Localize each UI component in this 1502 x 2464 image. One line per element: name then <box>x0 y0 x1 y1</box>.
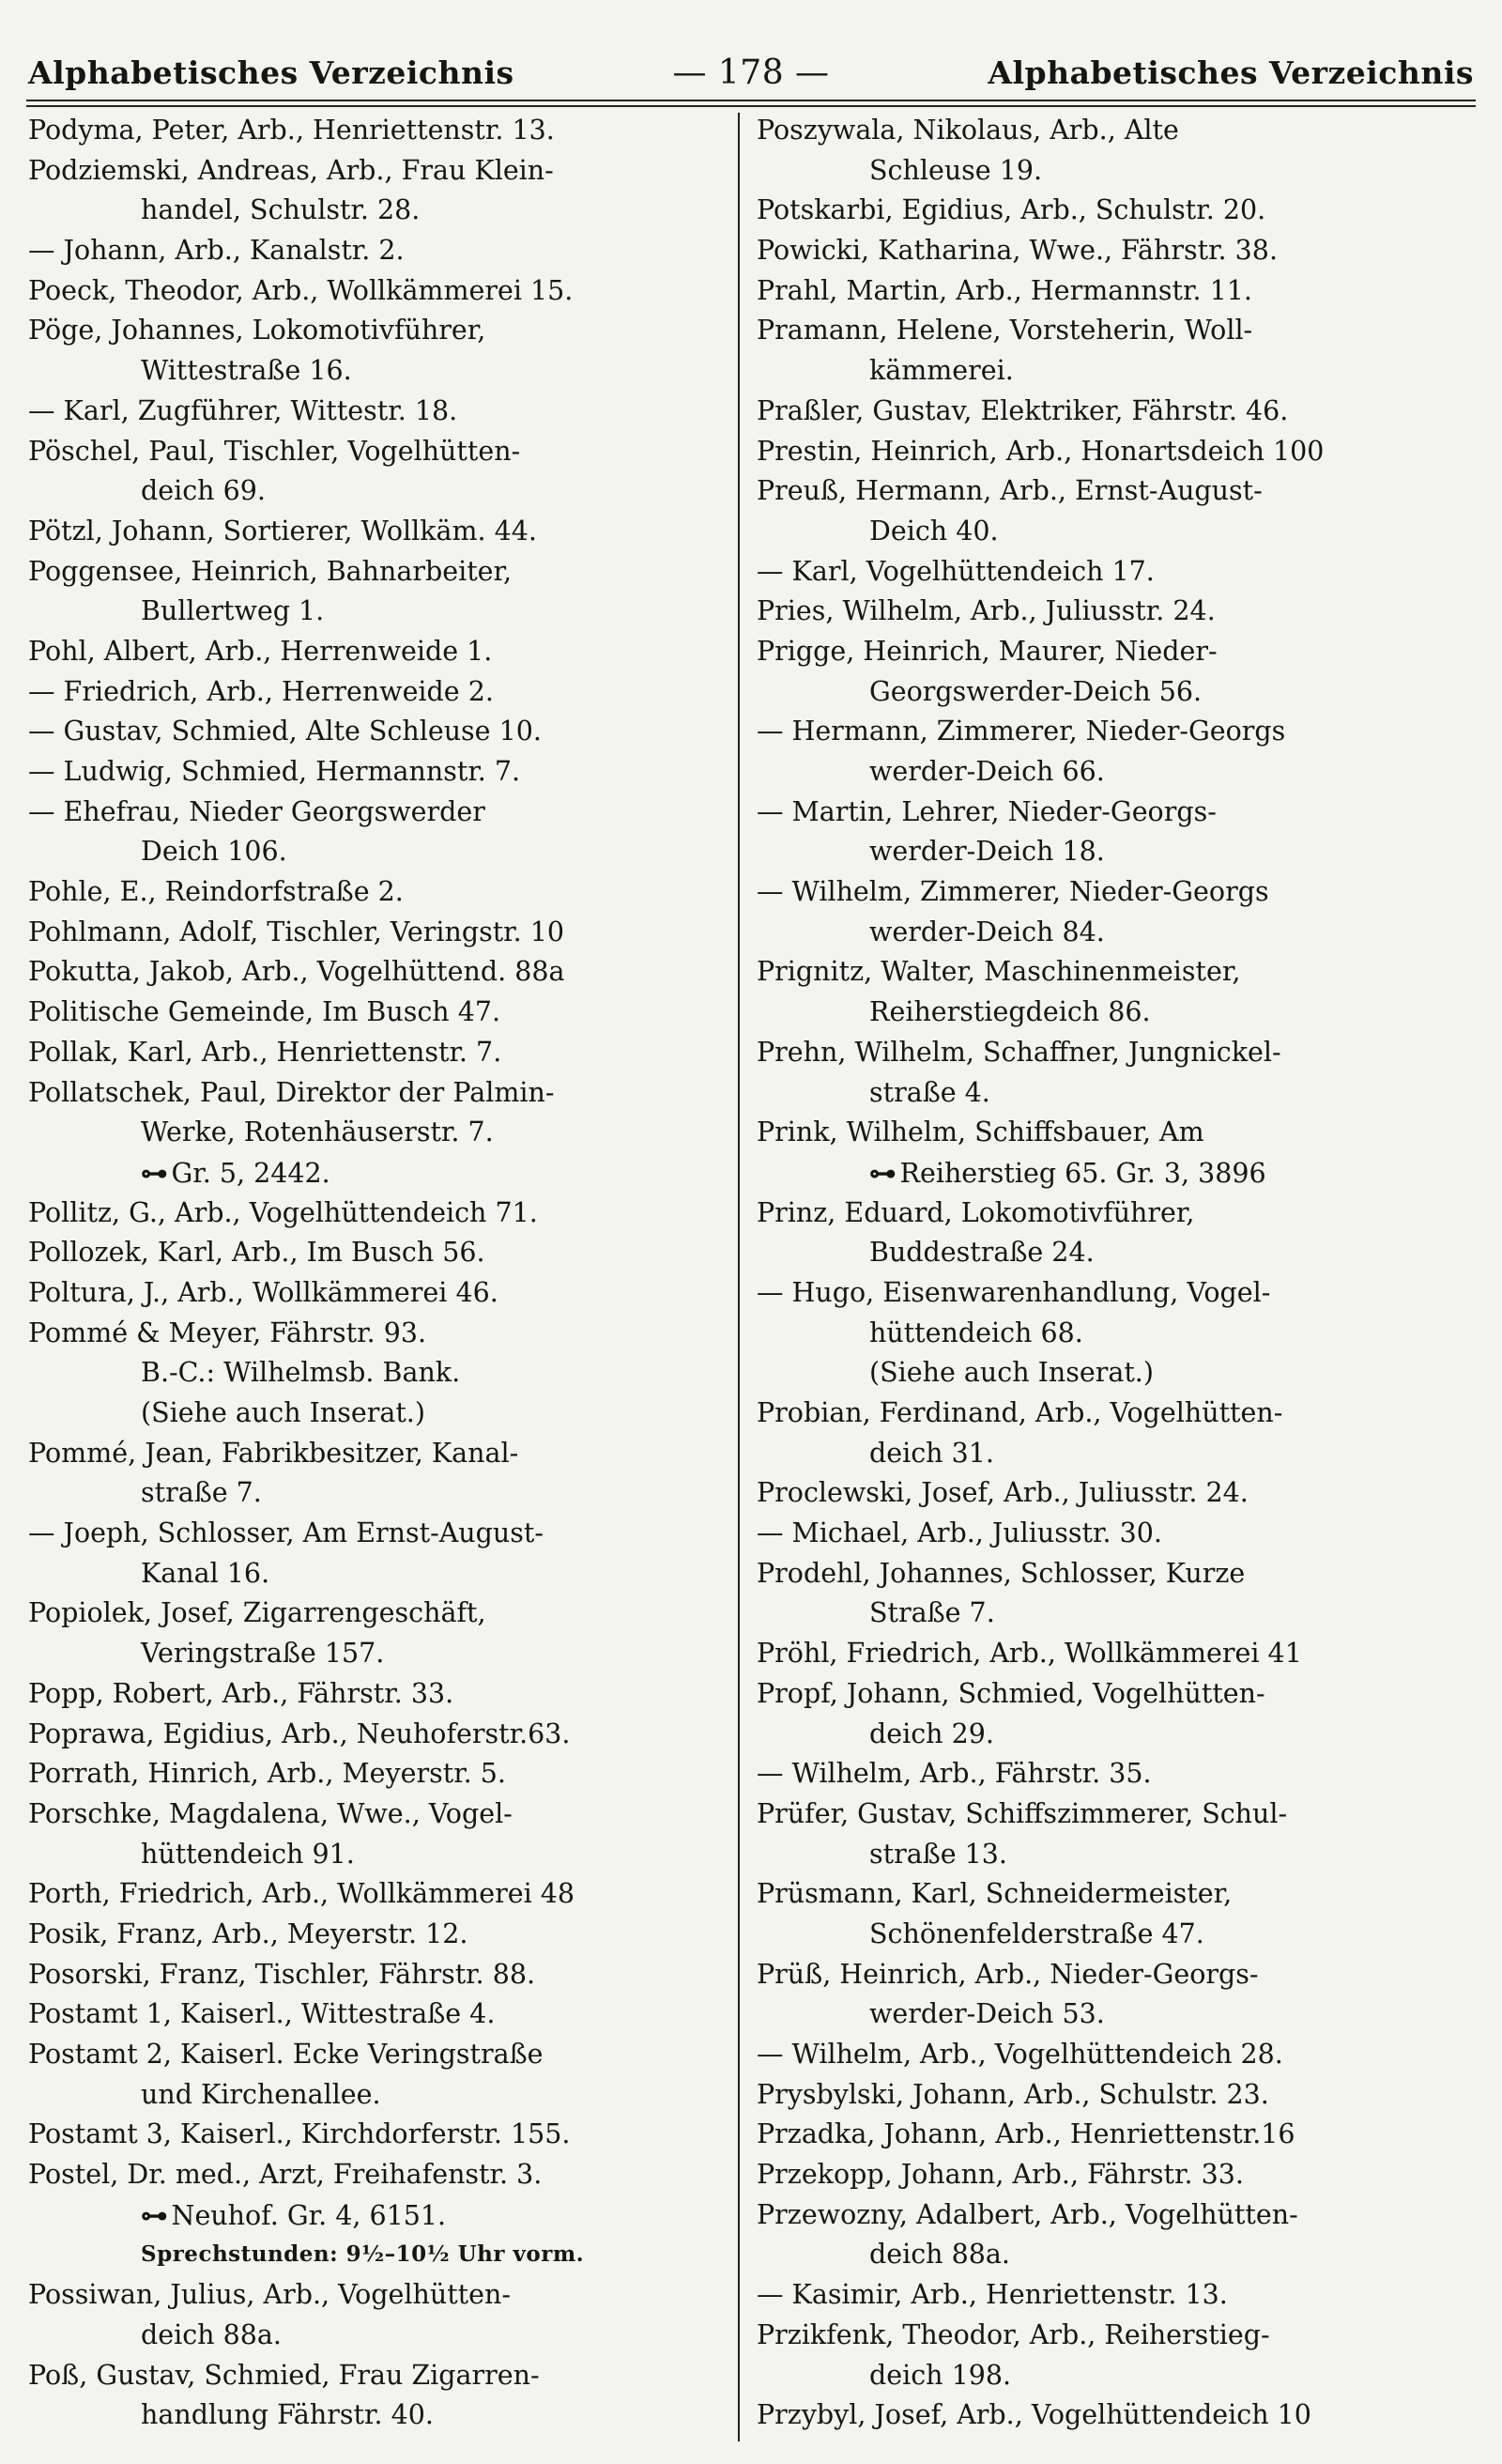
directory-entry-line <box>28 392 723 432</box>
directory-entry-line <box>28 672 723 713</box>
entry-text: deich 88a. <box>869 2239 1010 2271</box>
left-column <box>28 111 723 2436</box>
entry-text: (Siehe auch Inserat.) <box>869 1357 1154 1389</box>
directory-entry-line <box>757 1194 1479 1234</box>
header-rule-top <box>26 100 1476 101</box>
entry-text: — Karl, Zugführer, Wittestr. 18. <box>28 394 458 426</box>
directory-entry-line <box>757 1314 1479 1354</box>
entry-text: Pommé, Jean, Fabrikbesitzer, Kanal- <box>28 1437 519 1469</box>
entry-text: Porth, Friedrich, Arb., Wollkämmerei 48 <box>28 1878 575 1910</box>
directory-entry-line <box>28 351 723 392</box>
directory-entry-line <box>28 1194 723 1234</box>
entry-text: Buddestraße 24. <box>869 1237 1095 1269</box>
directory-entry-line <box>757 512 1479 552</box>
entry-text: Georgswerder-Deich 56. <box>869 675 1203 707</box>
directory-entry-line <box>28 993 723 1033</box>
entry-text: Gr. 5, 2442. <box>171 1157 330 1189</box>
entry-text: Prinz, Eduard, Lokomotivführer, <box>757 1196 1195 1228</box>
telephone-hand-icon: ⊶ <box>141 1156 168 1189</box>
directory-entry-line <box>28 2235 723 2275</box>
entry-text: — Martin, Lehrer, Nieder-Georgs- <box>757 795 1217 827</box>
directory-entry-line <box>757 1794 1479 1835</box>
directory-entry-line <box>757 351 1479 392</box>
entry-text: Potskarbi, Egidius, Arb., Schulstr. 20. <box>757 194 1266 226</box>
directory-entry-line <box>28 1955 723 1995</box>
directory-entry-line <box>28 271 723 312</box>
entry-text: Proclewski, Josef, Arb., Juliusstr. 24. <box>757 1477 1249 1509</box>
entry-text: Poggensee, Heinrich, Bahnarbeiter, <box>28 555 513 587</box>
directory-entry-line <box>757 2356 1479 2396</box>
directory-entry-line <box>28 1434 723 1474</box>
entry-text: Powicki, Katharina, Wwe., Fährstr. 38. <box>757 235 1278 267</box>
directory-entry-line <box>757 1113 1479 1153</box>
entry-text: Postamt 2, Kaiserl. Ecke Veringstraße <box>28 2039 544 2070</box>
entry-text: Posorski, Franz, Tischler, Fährstr. 88. <box>28 1958 536 1990</box>
entry-text: Sprechstunden: 9½–10½ Uhr vorm. <box>141 2241 585 2268</box>
directory-entry-line <box>28 1353 723 1394</box>
entry-text: — Gustav, Schmied, Alte Schleuse 10. <box>28 716 542 747</box>
entry-text: deich 29. <box>869 1717 994 1749</box>
entry-text: Popp, Robert, Arb., Fährstr. 33. <box>28 1677 454 1709</box>
entry-text: Porrath, Hinrich, Arb., Meyerstr. 5. <box>28 1758 506 1790</box>
directory-entry-line <box>28 1113 723 1153</box>
directory-entry-line <box>757 2316 1479 2356</box>
directory-entry-line <box>757 1514 1479 1554</box>
entry-text: Neuhof. Gr. 4, 6151. <box>171 2199 447 2231</box>
directory-entry-line <box>28 1674 723 1715</box>
directory-entry-line <box>757 151 1479 192</box>
entry-text: Poszywala, Nikolaus, Arb., Alte <box>757 115 1179 146</box>
directory-entry-line <box>757 592 1479 632</box>
entry-text: hüttendeich 91. <box>141 1838 355 1870</box>
directory-entry-line <box>28 2035 723 2075</box>
directory-entry-line <box>757 1073 1479 1114</box>
directory-entry-line <box>757 1715 1479 1755</box>
directory-entry-line <box>28 793 723 833</box>
entry-text: werder-Deich 84. <box>869 916 1105 947</box>
entry-text: Pokutta, Jakob, Arb., Vogelhüttend. 88a <box>28 956 565 988</box>
directory-entry-line <box>757 952 1479 993</box>
entry-text: handlung Fährstr. 40. <box>141 2399 434 2431</box>
directory-entry-line <box>28 231 723 271</box>
directory-entry-line <box>757 111 1479 151</box>
entry-text: Pöge, Johannes, Lokomotivführer, <box>28 315 486 346</box>
entry-text: deich 69. <box>141 475 266 507</box>
entry-text: Pries, Wilhelm, Arb., Juliusstr. 24. <box>757 595 1216 627</box>
entry-text: deich 31. <box>869 1437 994 1469</box>
entry-text: Propf, Johann, Schmied, Vogelhütten- <box>757 1677 1265 1709</box>
entry-text: Popiolek, Josef, Zigarrengeschäft, <box>28 1597 486 1629</box>
entry-text: Pramann, Helene, Vorsteherin, Woll- <box>757 315 1253 346</box>
entry-text: Politische Gemeinde, Im Busch 47. <box>28 996 501 1028</box>
directory-entry-line <box>757 1233 1479 1273</box>
entry-text: Probian, Ferdinand, Arb., Vogelhütten- <box>757 1397 1283 1428</box>
directory-entry-line <box>28 1394 723 1434</box>
directory-entry-line <box>757 632 1479 672</box>
entry-text: Deich 40. <box>869 515 999 547</box>
header-left-title: Alphabetisches Verzeichnis <box>28 54 514 91</box>
directory-entry-line <box>757 2075 1479 2116</box>
entry-text: Pollak, Karl, Arb., Henriettenstr. 7. <box>28 1036 502 1068</box>
directory-entry-line <box>28 1754 723 1794</box>
entry-text: werder-Deich 66. <box>869 756 1105 787</box>
entry-text: Pohl, Albert, Arb., Herrenweide 1. <box>28 635 493 667</box>
directory-entry-line <box>757 1874 1479 1915</box>
directory-entry-line <box>28 1473 723 1514</box>
entry-text: Reiherstiegdeich 86. <box>869 996 1151 1028</box>
entry-text: Prignitz, Walter, Maschinenmeister, <box>757 956 1241 988</box>
entry-text: Przikfenk, Theodor, Arb., Reiherstieg- <box>757 2318 1270 2350</box>
directory-entry-line <box>757 1273 1479 1314</box>
directory-entry-line <box>757 1554 1479 1594</box>
entry-text: Pollozek, Karl, Arb., Im Busch 56. <box>28 1237 485 1269</box>
entry-text: Pollatschek, Paul, Direktor der Palmin- <box>28 1076 555 1108</box>
directory-entry-line <box>28 1514 723 1554</box>
entry-text: — Hugo, Eisenwarenhandlung, Vogel- <box>757 1276 1271 1308</box>
directory-entry-line <box>28 471 723 512</box>
directory-entry-line <box>757 311 1479 351</box>
directory-entry-line <box>757 432 1479 472</box>
directory-entry-line <box>757 1594 1479 1634</box>
entry-text: Prestin, Heinrich, Arb., Honartsdeich 100 <box>757 435 1325 467</box>
entry-text: Postamt 3, Kaiserl., Kirchdorferstr. 155. <box>28 2118 571 2150</box>
directory-entry-line <box>28 592 723 632</box>
entry-text: straße 4. <box>869 1076 990 1108</box>
directory-entry-line <box>757 712 1479 752</box>
directory-entry-line <box>757 913 1479 953</box>
entry-text: Possiwan, Julius, Arb., Vogelhütten- <box>28 2279 511 2311</box>
directory-entry-line <box>28 1233 723 1273</box>
header-right-title: Alphabetisches Verzeichnis <box>988 54 1474 91</box>
directory-entry-line <box>757 1955 1479 1995</box>
entry-text: Podziemski, Andreas, Arb., Frau Klein- <box>28 154 554 186</box>
directory-entry-line <box>757 231 1479 271</box>
directory-entry-line <box>28 512 723 552</box>
entry-text: Pröhl, Friedrich, Arb., Wollkämmerei 41 <box>757 1638 1302 1670</box>
directory-entry-line <box>757 191 1479 231</box>
entry-text: Przekopp, Johann, Arb., Fährstr. 33. <box>757 2159 1244 2191</box>
directory-entry-line <box>757 1674 1479 1715</box>
entry-text: Prahl, Martin, Arb., Hermannstr. 11. <box>757 274 1252 306</box>
directory-entry-line <box>757 2115 1479 2155</box>
entry-text: Prodehl, Johannes, Schlosser, Kurze <box>757 1557 1246 1589</box>
entry-text: Werke, Rotenhäuserstr. 7. <box>141 1116 494 1148</box>
entry-text: Pohle, E., Reindorfstraße 2. <box>28 876 404 908</box>
entry-text: Bullertweg 1. <box>141 595 325 627</box>
entry-text: — Karl, Vogelhüttendeich 17. <box>757 555 1155 587</box>
entry-text: und Kirchenallee. <box>141 2078 381 2110</box>
column-divider <box>738 113 740 2441</box>
entry-text: Pollitz, G., Arb., Vogelhüttendeich 71. <box>28 1196 538 1228</box>
directory-entry-line <box>28 191 723 231</box>
directory-entry-line <box>757 2035 1479 2075</box>
directory-entry-line <box>757 2395 1479 2436</box>
entry-text: Praßler, Gustav, Elektriker, Fährstr. 46. <box>757 394 1289 426</box>
page-header <box>28 49 1474 96</box>
entry-text: B.-C.: Wilhelmsb. Bank. <box>141 1357 461 1389</box>
entry-text: Porschke, Magdalena, Wwe., Vogel- <box>28 1797 513 1829</box>
directory-entry-line <box>28 2155 723 2195</box>
directory-entry-line <box>28 632 723 672</box>
telephone-hand-icon: ⊶ <box>141 2198 168 2231</box>
entry-text: Pöschel, Paul, Tischler, Vogelhütten- <box>28 435 521 467</box>
directory-entry-line <box>28 2275 723 2316</box>
directory-entry-line <box>757 471 1479 512</box>
directory-entry-line <box>757 993 1479 1033</box>
entry-text: — Ehefrau, Nieder Georgswerder <box>28 795 485 827</box>
directory-entry-line <box>28 1715 723 1755</box>
entry-text: (Siehe auch Inserat.) <box>141 1397 425 1428</box>
entry-text: Veringstraße 157. <box>141 1638 385 1670</box>
entry-text: Deich 106. <box>141 836 287 868</box>
entry-text: — Joeph, Schlosser, Am Ernst-August- <box>28 1517 544 1549</box>
entry-text: Pohlmann, Adolf, Tischler, Veringstr. 10 <box>28 916 565 947</box>
entry-text: Poeck, Theodor, Arb., Wollkämmerei 15. <box>28 274 574 306</box>
entry-text: Schleuse 19. <box>869 154 1043 186</box>
directory-entry-line <box>28 2075 723 2116</box>
directory-entry-line <box>757 872 1479 913</box>
entry-text: Kanal 16. <box>141 1557 270 1589</box>
entry-text: Straße 7. <box>869 1597 995 1629</box>
entry-text: kämmerei. <box>869 355 1014 387</box>
directory-entry-line <box>28 832 723 872</box>
entry-text: Poprawa, Egidius, Arb., Neuhoferstr.63. <box>28 1717 571 1749</box>
entry-text: Poltura, J., Arb., Wollkämmerei 46. <box>28 1276 498 1308</box>
entry-text: Pötzl, Johann, Sortierer, Wollkäm. 44. <box>28 515 537 547</box>
directory-entry-line <box>28 952 723 993</box>
entry-text: — Wilhelm, Arb., Vogelhüttendeich 28. <box>757 2039 1283 2070</box>
entry-text: — Wilhelm, Zimmerer, Nieder-Georgs <box>757 876 1269 908</box>
telephone-hand-icon: ⊶ <box>869 1156 897 1189</box>
directory-entry-line <box>28 1794 723 1835</box>
directory-entry-line <box>757 552 1479 593</box>
directory-entry-line <box>28 913 723 953</box>
directory-entry-line <box>757 1394 1479 1434</box>
entry-text: straße 13. <box>869 1838 1007 1870</box>
directory-entry-line <box>28 1994 723 2035</box>
entry-text: Postamt 1, Kaiserl., Wittestraße 4. <box>28 1998 496 2030</box>
directory-entry-line <box>28 1554 723 1594</box>
entry-text: Prigge, Heinrich, Maurer, Nieder- <box>757 635 1218 667</box>
directory-entry-line <box>28 2316 723 2356</box>
directory-entry-line <box>28 1594 723 1634</box>
entry-text: deich 88a. <box>141 2318 282 2350</box>
directory-entry-line <box>757 2195 1479 2236</box>
entry-text: Reiherstieg 65. Gr. 3, 3896 <box>899 1157 1266 1189</box>
directory-entry-line <box>28 111 723 151</box>
directory-entry-line <box>28 1835 723 1875</box>
directory-entry-line <box>757 271 1479 312</box>
entry-text: Prink, Wilhelm, Schiffsbauer, Am <box>757 1116 1204 1148</box>
page-number: — 178 — <box>672 53 830 92</box>
directory-entry-line <box>757 1915 1479 1955</box>
entry-text: — Friedrich, Arb., Herrenweide 2. <box>28 675 494 707</box>
entry-text: handel, Schulstr. 28. <box>141 194 421 226</box>
entry-text: Posik, Franz, Arb., Meyerstr. 12. <box>28 1917 468 1949</box>
directory-entry-line <box>28 1073 723 1114</box>
directory-entry-line <box>757 672 1479 713</box>
entry-text: Prüfer, Gustav, Schiffszimmerer, Schul- <box>757 1797 1288 1829</box>
entry-text: Przewozny, Adalbert, Arb., Vogelhütten- <box>757 2198 1298 2230</box>
directory-entry-line <box>28 432 723 472</box>
entry-text: Preuß, Hermann, Arb., Ernst-August- <box>757 475 1263 507</box>
directory-entry-line <box>28 1153 723 1194</box>
directory-entry-line <box>757 2235 1479 2275</box>
directory-entry-line <box>757 1994 1479 2035</box>
entry-text: Schönenfelderstraße 47. <box>869 1917 1204 1949</box>
entry-text: werder-Deich 18. <box>869 836 1105 868</box>
entry-text: Poß, Gustav, Schmied, Frau Zigarren- <box>28 2359 540 2391</box>
directory-entry-line <box>757 1353 1479 1394</box>
directory-entry-line <box>757 1153 1479 1194</box>
entry-text: — Johann, Arb., Kanalstr. 2. <box>28 235 405 267</box>
entry-text: deich 198. <box>869 2359 1012 2391</box>
directory-entry-line <box>28 552 723 593</box>
directory-entry-line <box>28 2115 723 2155</box>
entry-text: — Hermann, Zimmerer, Nieder-Georgs <box>757 716 1286 747</box>
entry-text: Prehn, Wilhelm, Schaffner, Jungnickel- <box>757 1036 1281 1068</box>
entry-text: Postel, Dr. med., Arzt, Freihafenstr. 3. <box>28 2159 543 2191</box>
directory-entry-line <box>757 1634 1479 1674</box>
directory-entry-line <box>28 151 723 192</box>
directory-entry-line <box>757 1473 1479 1514</box>
entry-text: straße 7. <box>141 1477 262 1509</box>
entry-text: hüttendeich 68. <box>869 1317 1083 1348</box>
entry-text: — Kasimir, Arb., Henriettenstr. 13. <box>757 2279 1228 2311</box>
entry-text: Przadka, Johann, Arb., Henriettenstr.16 <box>757 2118 1295 2150</box>
directory-entry-line <box>757 2155 1479 2195</box>
directory-entry-line <box>28 1273 723 1314</box>
entry-text: Podyma, Peter, Arb., Henriettenstr. 13. <box>28 115 555 146</box>
directory-entry-line <box>28 872 723 913</box>
entry-text: Przybyl, Josef, Arb., Vogelhüttendeich 10 <box>757 2399 1311 2431</box>
directory-entry-line <box>757 1033 1479 1073</box>
directory-entry-line <box>28 311 723 351</box>
directory-entry-line <box>28 1874 723 1915</box>
entry-text: werder-Deich 53. <box>869 1998 1105 2030</box>
directory-entry-line <box>28 1915 723 1955</box>
entry-text: Pommé & Meyer, Fährstr. 93. <box>28 1317 427 1348</box>
directory-entry-line <box>757 392 1479 432</box>
directory-entry-line <box>28 1634 723 1674</box>
directory-entry-line <box>757 1835 1479 1875</box>
entry-text: — Michael, Arb., Juliusstr. 30. <box>757 1517 1162 1549</box>
entry-text: — Ludwig, Schmied, Hermannstr. 7. <box>28 756 521 787</box>
entry-text: Prüsmann, Karl, Schneidermeister, <box>757 1878 1233 1910</box>
directory-entry-line <box>28 2395 723 2436</box>
right-column <box>757 111 1479 2436</box>
entry-text: Wittestraße 16. <box>141 355 352 387</box>
directory-entry-line <box>28 1033 723 1073</box>
directory-entry-line <box>757 793 1479 833</box>
entry-text: Prysbylski, Johann, Arb., Schulstr. 23. <box>757 2078 1269 2110</box>
directory-entry-line <box>28 712 723 752</box>
directory-entry-line <box>28 752 723 793</box>
directory-entry-line <box>757 832 1479 872</box>
directory-entry-line <box>757 752 1479 793</box>
directory-entry-line <box>28 2195 723 2236</box>
directory-entry-line <box>28 2356 723 2396</box>
entry-text: — Wilhelm, Arb., Fährstr. 35. <box>757 1758 1152 1790</box>
directory-entry-line <box>757 2275 1479 2316</box>
directory-entry-line <box>757 1754 1479 1794</box>
directory-entry-line <box>757 1434 1479 1474</box>
entry-text: Prüß, Heinrich, Arb., Nieder-Georgs- <box>757 1958 1259 1990</box>
header-rule-bottom <box>26 105 1476 107</box>
directory-entry-line <box>28 1314 723 1354</box>
